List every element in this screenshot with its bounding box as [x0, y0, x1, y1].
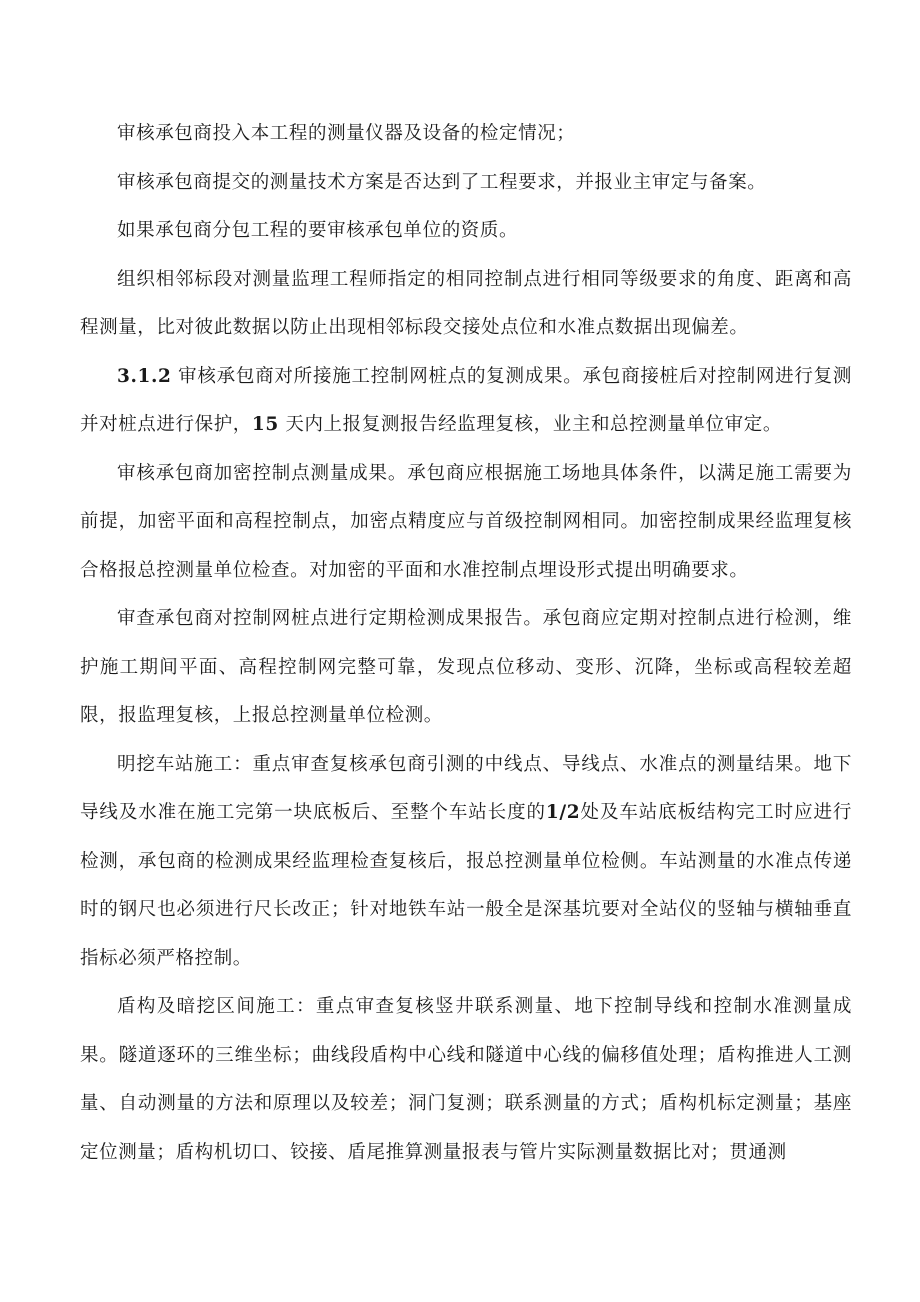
paragraph-text: 明挖车站施工：重点审查复核承包商引测的中线点、导线点、水准点的测量结果。地下导线及水准在施工完第一块底板后、至整个车站长度的 — [80, 753, 852, 823]
section-number: 3.1.2 — [117, 365, 172, 387]
paragraph-technical-plan: 审核承包商提交的测量技术方案是否达到了工程要求，并报业主审定与备案。 — [117, 171, 767, 193]
paragraph-control-network-resurvey — [80, 353, 852, 450]
paragraph-instrument-verification: 审核承包商投入本工程的测量仪器及设备的检定情况； — [117, 123, 576, 144]
paragraph-subcontractor-qualification: 如果承包商分包工程的要审核承包单位的资质。 — [117, 220, 519, 241]
days-number: 15 — [251, 414, 279, 435]
paragraph-shield-tunnel: 盾构及暗挖区间施工：重点审查复核竖井联系测量、地下控制导线和控制水准测量成果。隧道逐环的三维坐标；曲线段盾构中心线和隧道中心线的偏移值处理；盾构推进人工测量、自动测量的方法和原理以及较差；洞门复测；联系测量的方式；盾构机标定测量；基座定位测量；盾构机切口、铰接、盾尾推算测量报表与管片实际测量数据比对；贯通测 — [80, 996, 852, 1163]
paragraph-open-cut-station — [80, 741, 852, 984]
paragraph-densified-control-points: 审核承包商加密控制点测量成果。承包商应根据施工场地具体条件，以满足施工需要为前提，加密平面和高程控制点，加密点精度应与首级控制网相同。加密控制成果经监理复核合格报总控测量单位检查。对加密的平面和水准控制点埋设形式提出明确要求。 — [80, 462, 852, 581]
paragraph-text: 天内上报复测报告经监理复核，业主和总控测量单位审定。 — [278, 414, 782, 435]
paragraph-periodic-inspection: 审查承包商对控制网桩点进行定期检测成果报告。承包商应定期对控制点进行检测，维护施工期间平面、高程控制网完整可靠，发现点位移动、变形、沉降，坐标或高程较差超限，报监理复核，上报总控测量单位检测。 — [80, 608, 852, 726]
paragraph-text: 处及车站底板结构完工时应进行检测，承包商的检测成果经监理检查复核后，报总控测量单位检侧。车站测量的水准点传递时的钢尺也必须进行尺长改正；针对地铁车站一般全是深基坑要对全站仪的竖轴与横轴垂直指标必须严格控制。 — [80, 802, 852, 969]
document-body — [80, 110, 852, 1177]
paragraph-text: 审核承包商对所接施工控制网桩点的复测成果。承包商接桩后对控制网进行复测并对桩点进行保护， — [80, 365, 852, 435]
paragraph-adjacent-sections: 组织相邻标段对测量监理工程师指定的相同控制点进行相同等级要求的角度、距离和高程测量，比对彼此数据以防止出现相邻标段交接处点位和水准点数据出现偏差。 — [80, 268, 852, 338]
fraction-number: 1/2 — [545, 802, 581, 823]
